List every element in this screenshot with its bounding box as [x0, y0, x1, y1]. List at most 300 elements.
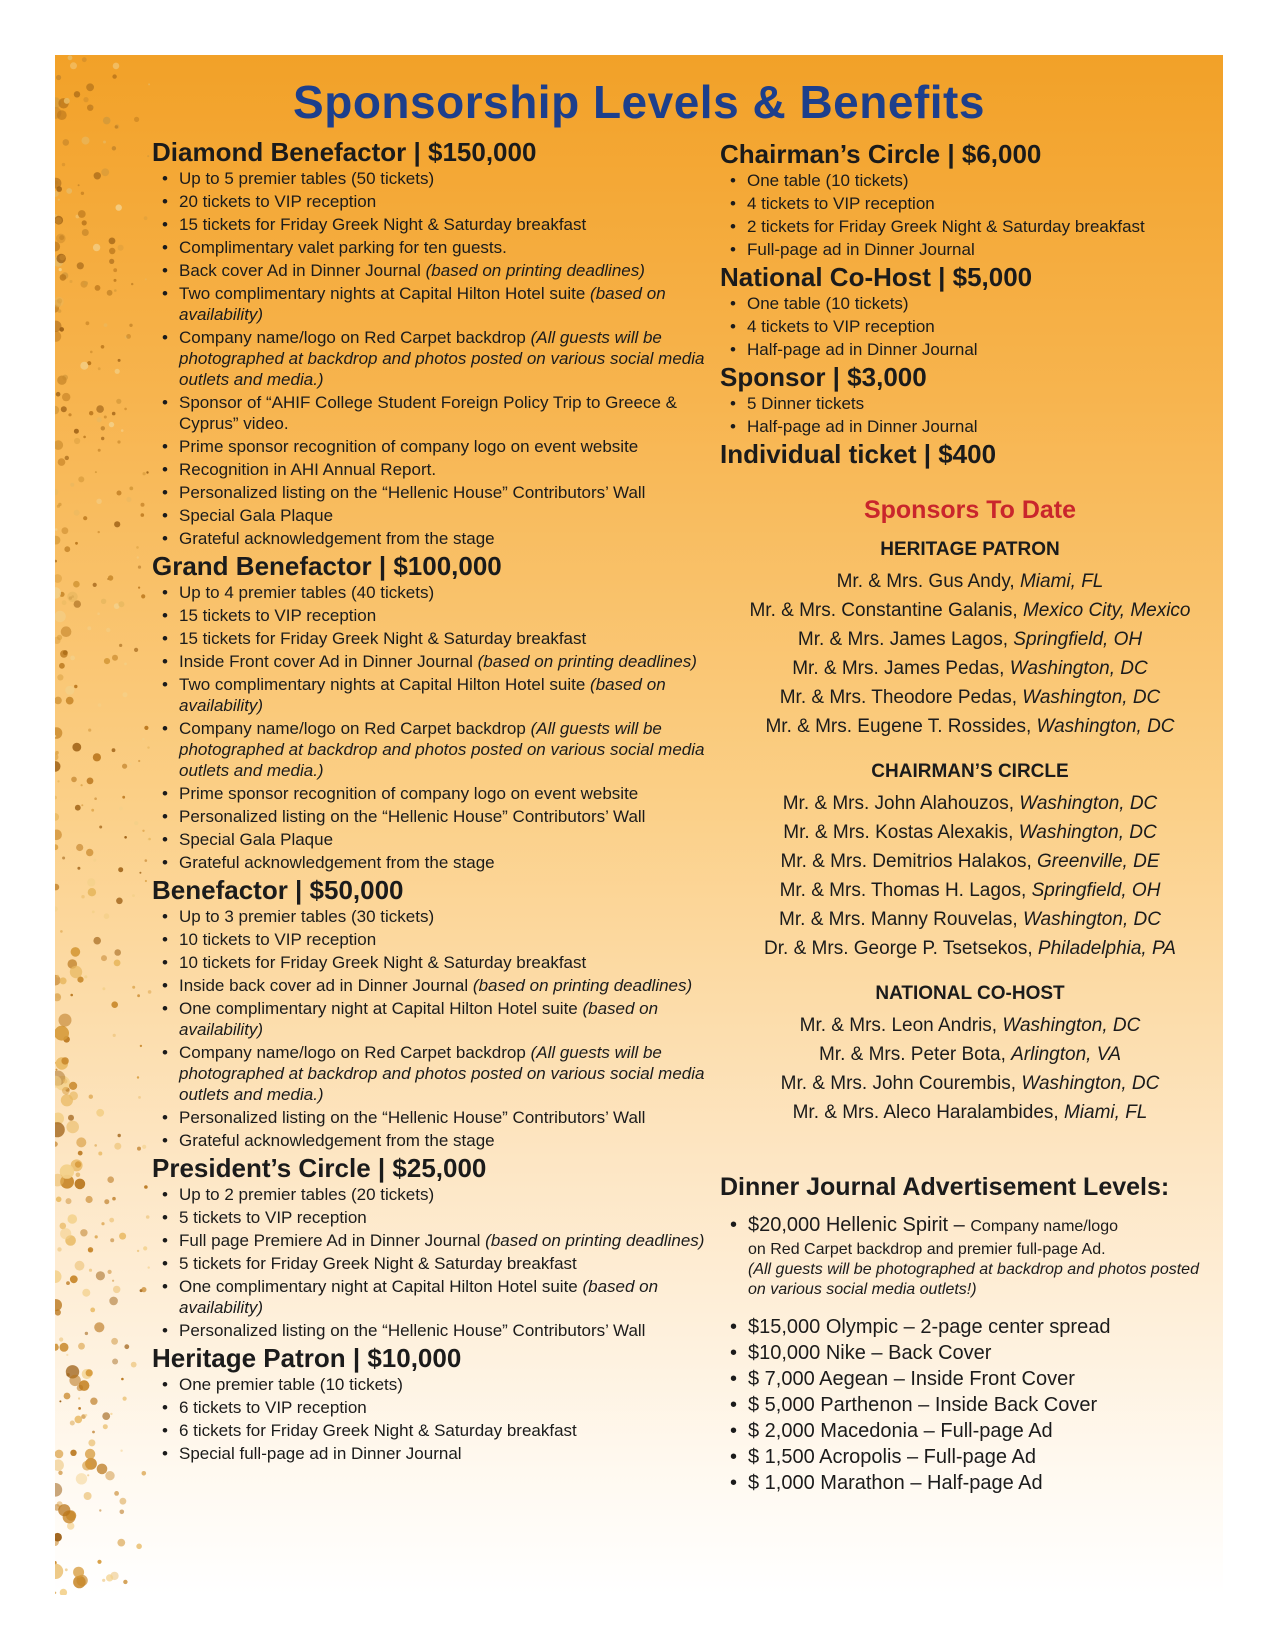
benefit-text: 5 tickets for Friday Greek Night & Saturday breakfast: [179, 1254, 577, 1273]
benefit-item: [179, 1443, 732, 1464]
benefit-list: [152, 168, 732, 549]
flyer-page: [55, 55, 1223, 1595]
gold-dot: [95, 285, 101, 291]
gold-dot: [113, 268, 117, 272]
gold-dot: [112, 748, 116, 752]
gold-dot: [78, 210, 86, 218]
level-heading: Chairman’s Circle | $6,000: [720, 139, 1042, 169]
gold-dot: [89, 411, 93, 415]
benefit-item: [747, 339, 1220, 360]
benefit-item: [179, 459, 732, 480]
benefit-list: [720, 170, 1220, 260]
benefit-item: [179, 1042, 732, 1105]
sponsor-name-row: [720, 683, 1220, 712]
gold-dot: [73, 1567, 84, 1578]
level-heading: Diamond Benefactor | $150,000: [152, 137, 537, 167]
gold-dot: [98, 449, 101, 452]
gold-dot: [55, 536, 60, 545]
gold-dot: [55, 844, 58, 850]
gold-dot: [59, 255, 65, 261]
sponsor-place: Miami, FL: [1019, 571, 1104, 592]
sponsor-name-row: [720, 1040, 1220, 1069]
level-heading: President’s Circle | $25,000: [152, 1153, 487, 1183]
gold-dot: [139, 872, 141, 874]
benefit-note: (All guests will be photographed at backdrop and photos posted on various social media outlets and media.): [179, 328, 705, 389]
gold-dot: [136, 546, 139, 549]
gold-dot: [66, 1354, 68, 1356]
gold-dot: [55, 611, 66, 622]
sponsorship-level: [152, 1153, 732, 1341]
benefit-item: [747, 393, 1220, 414]
gold-dot: [121, 429, 124, 432]
gold-dot: [70, 656, 75, 661]
gold-dot: [69, 1375, 80, 1386]
benefit-text: Two complimentary nights at Capital Hilton Hotel suite: [179, 284, 586, 303]
gold-dot: [103, 1424, 108, 1429]
gold-dot: [55, 1459, 64, 1471]
journal-heading: Dinner Journal Advertisement Levels:: [720, 1173, 1170, 1201]
benefit-text: Half-page ad in Dinner Journal: [747, 417, 978, 436]
gold-dot: [147, 746, 149, 748]
gold-dot: [74, 429, 79, 434]
gold-dot: [57, 1247, 61, 1251]
benefit-text: Half-page ad in Dinner Journal: [747, 340, 978, 359]
benefit-item: [179, 1107, 732, 1128]
gold-dot: [55, 796, 57, 800]
gold-dot: [122, 764, 127, 769]
gold-dot: [55, 1270, 62, 1283]
sponsor-place: Washington, DC: [1021, 1073, 1160, 1094]
sponsor-name-row: [720, 1069, 1220, 1098]
benefit-note: (based on availability): [179, 1277, 659, 1317]
benefit-text: Grateful acknowledgement from the stage: [179, 529, 495, 548]
gold-dot: [137, 1250, 139, 1252]
benefit-text: Recognition in AHI Annual Report.: [179, 460, 437, 479]
gold-dot: [57, 635, 62, 640]
gold-dot: [66, 188, 72, 194]
gold-dot: [119, 807, 123, 811]
gold-dot: [83, 516, 87, 520]
gold-dot: [94, 172, 101, 179]
gold-dot: [55, 574, 62, 583]
gold-dot: [104, 323, 108, 327]
gold-dot: [56, 392, 61, 397]
gold-dot: [103, 141, 106, 144]
benefit-text: One complimentary night at Capital Hilton Hotel suite: [179, 999, 578, 1018]
sponsor-group: [720, 983, 1220, 1127]
sponsorship-level: [152, 1343, 732, 1464]
gold-dot: [137, 556, 139, 558]
benefit-text: 15 tickets for Friday Greek Night & Saturday breakfast: [179, 215, 587, 234]
sponsor-name: Mr. & Mrs. Gus Andy,: [836, 571, 1015, 592]
level-heading: Grand Benefactor | $100,000: [152, 551, 502, 581]
gold-dot: [104, 658, 110, 664]
gold-dot: [85, 1449, 95, 1459]
gold-dot: [98, 367, 101, 370]
gold-dots-decoration: [55, 55, 165, 1595]
benefit-text: 6 tickets for Friday Greek Night & Saturday breakfast: [179, 1421, 577, 1440]
gold-dot: [116, 204, 122, 210]
journal-item: [748, 1212, 1220, 1300]
gold-dot: [119, 644, 122, 647]
gold-dot: [94, 797, 97, 800]
gold-dot: [114, 279, 117, 282]
gold-dot: [68, 413, 71, 416]
sponsor-name-row: [720, 876, 1220, 905]
gold-dot: [101, 955, 107, 961]
gold-dot: [55, 489, 58, 496]
gold-dot: [87, 1474, 89, 1476]
gold-dot: [119, 1233, 126, 1240]
benefit-note: (based on printing deadlines): [472, 976, 693, 995]
gold-dot: [56, 1197, 62, 1203]
gold-dot: [148, 838, 151, 841]
benefit-item: [179, 651, 732, 672]
benefit-text: Up to 4 premier tables (40 tickets): [179, 583, 435, 602]
journal-item: • $15,000 Olympic – 2-page center spread: [748, 1314, 1220, 1340]
gold-dot: [117, 1539, 125, 1547]
gold-dot: [98, 1152, 102, 1156]
right-column: [720, 139, 1220, 1496]
gold-dot: [146, 471, 148, 473]
benefit-item: [747, 193, 1220, 214]
benefit-list: [720, 393, 1220, 437]
sponsor-name-row: [720, 567, 1220, 596]
gold-dot: [62, 600, 67, 605]
gold-dot: [126, 497, 131, 502]
gold-dot: [118, 867, 123, 872]
gold-dot: [138, 1096, 141, 1099]
gold-dot: [58, 1471, 62, 1475]
gold-dot: [55, 1299, 62, 1311]
benefit-item: [747, 170, 1220, 191]
gold-dot: [114, 960, 121, 967]
sponsorship-level: [152, 551, 732, 873]
journal-item: • $ 1,500 Acropolis – Full-page Ad: [748, 1444, 1220, 1470]
gold-dot: [86, 1369, 93, 1376]
gold-dot: [75, 1179, 86, 1190]
sponsor-name-row: [720, 934, 1220, 963]
benefit-text: Prime sponsor recognition of company logo on event website: [179, 784, 639, 803]
sponsor-name-row: [720, 1011, 1220, 1040]
gold-dot: [55, 1122, 65, 1137]
gold-dot: [82, 57, 87, 62]
gold-dot: [85, 1414, 88, 1417]
gold-dot: [107, 290, 113, 296]
gold-dot: [55, 1483, 62, 1497]
gold-dot: [120, 1498, 127, 1505]
gold-dot: [148, 1266, 150, 1268]
gold-dot: [66, 1198, 72, 1204]
benefit-text: Grateful acknowledgement from the stage: [179, 853, 495, 872]
benefit-item: [179, 1397, 732, 1418]
gold-dot: [109, 422, 114, 427]
gold-dot: [81, 192, 84, 195]
sponsor-name: Mr. & Mrs. Theodore Pedas,: [779, 687, 1017, 708]
gold-dot: [101, 345, 105, 349]
benefit-text: 5 tickets to VIP reception: [179, 1208, 367, 1227]
benefit-text: One premier table (10 tickets): [179, 1375, 403, 1394]
gold-dot: [70, 1450, 76, 1456]
gold-dot: [59, 1400, 61, 1402]
gold-dot: [74, 685, 77, 688]
gold-dot: [62, 163, 65, 166]
gold-dot: [123, 692, 128, 697]
gold-dot: [117, 440, 120, 443]
sponsor-place: Washington, DC: [1036, 716, 1175, 737]
gold-dot: [80, 362, 88, 370]
gold-dot: [111, 1338, 118, 1345]
gold-dot: [55, 1450, 63, 1459]
gold-dot: [97, 1560, 101, 1564]
benefit-item: [747, 239, 1220, 260]
sponsor-name: Mr. & Mrs. John Courembis,: [780, 1073, 1017, 1094]
gold-dot: [120, 1510, 125, 1515]
gold-dot: [63, 1079, 68, 1084]
benefit-note: (based on printing deadlines): [485, 1231, 705, 1250]
benefit-item: [179, 674, 732, 716]
sponsor-place: Washington, DC: [1002, 1015, 1141, 1036]
benefit-note: (based on printing deadlines): [425, 261, 645, 280]
gold-dot: [137, 1076, 139, 1078]
gold-dot: [106, 1574, 113, 1581]
sponsor-name-row: [720, 847, 1220, 876]
gold-dot: [62, 527, 69, 534]
benefit-text: Inside Front cover Ad in Dinner Journal: [179, 652, 473, 671]
gold-dot: [77, 1385, 83, 1391]
benefit-text: 15 tickets for Friday Greek Night & Saturday breakfast: [179, 629, 587, 648]
benefit-text: Company name/logo on Red Carpet backdrop: [179, 1043, 526, 1062]
gold-dot: [118, 245, 124, 251]
gold-dot: [55, 697, 62, 705]
gold-dot: [110, 1413, 112, 1415]
benefit-list: [152, 1184, 732, 1341]
sponsor-category: CHAIRMAN’S CIRCLE: [871, 761, 1069, 782]
benefit-text: Sponsor of “AHIF College Student Foreign Policy Trip to Greece & Cyprus” video.: [179, 393, 677, 433]
gold-dot: [90, 351, 93, 354]
sponsorship-level: [152, 875, 732, 1151]
gold-dot: [57, 780, 59, 782]
gold-dot: [118, 601, 124, 607]
benefit-item: [179, 1420, 732, 1441]
gold-dot: [112, 1197, 116, 1201]
benefit-text: Company name/logo on Red Carpet backdrop: [179, 719, 526, 738]
gold-dot: [138, 566, 141, 569]
gold-dot: [60, 1589, 67, 1595]
gold-dot: [142, 830, 144, 832]
gold-dot: [144, 726, 148, 730]
benefit-text: Full page Premiere Ad in Dinner Journal: [179, 1231, 481, 1250]
gold-dot: [76, 1473, 87, 1484]
gold-dot: [56, 234, 66, 244]
gold-dot: [55, 1564, 63, 1579]
gold-dot: [62, 857, 65, 860]
gold-dot: [96, 1271, 105, 1280]
level-heading: National Co-Host | $5,000: [720, 262, 1033, 292]
gold-dot: [75, 805, 81, 811]
gold-dot: [120, 1450, 122, 1452]
gold-dot: [104, 1199, 109, 1204]
gold-dot: [70, 966, 82, 978]
gold-dot: [105, 1471, 114, 1480]
gold-dot: [64, 1393, 71, 1400]
gold-dot: [88, 888, 96, 896]
benefit-item: [179, 582, 732, 603]
benefit-text: Personalized listing on the “Hellenic House” Contributors’ Wall: [179, 1108, 646, 1127]
gold-dot: [82, 220, 87, 225]
benefit-text: 2 tickets for Friday Greek Night & Saturday breakfast: [747, 217, 1145, 236]
benefit-text: 5 Dinner tickets: [747, 394, 865, 413]
benefit-item: [179, 1130, 732, 1151]
gold-dot: [74, 510, 80, 516]
gold-dot: [96, 1109, 104, 1117]
gold-dot: [131, 1362, 137, 1368]
benefit-item: [179, 528, 732, 549]
benefit-text: Two complimentary nights at Capital Hilton Hotel suite: [179, 675, 586, 694]
sponsor-name: Mr. & Mrs. Eugene T. Rossides,: [765, 716, 1032, 737]
benefit-item: [179, 929, 732, 950]
gold-dot: [55, 1533, 62, 1542]
gold-dot: [78, 476, 84, 482]
gold-dot: [102, 1579, 105, 1582]
benefit-text: Full-page ad in Dinner Journal: [747, 240, 975, 259]
gold-dot: [142, 738, 144, 740]
benefit-item: [747, 316, 1220, 337]
benefit-list: [152, 582, 732, 873]
gold-dot: [112, 412, 116, 416]
gold-dot: [88, 1247, 93, 1252]
page-title: Sponsorship Levels & Benefits: [293, 76, 985, 128]
gold-dot: [136, 1544, 142, 1550]
gold-dot: [95, 471, 97, 473]
gold-dot: [87, 778, 94, 785]
sponsor-name-row: [720, 789, 1220, 818]
gold-dot: [142, 1471, 147, 1476]
benefit-item: [179, 605, 732, 626]
gold-dot: [101, 437, 104, 440]
gold-dot: [78, 1343, 85, 1350]
gold-dot: [55, 830, 62, 841]
journal-list-rest: [720, 1314, 1220, 1496]
gold-dot: [86, 849, 93, 856]
gold-dot: [75, 542, 78, 545]
benefit-item: [179, 806, 732, 827]
sponsor-name-row: [720, 625, 1220, 654]
gold-dot: [90, 1398, 97, 1405]
gold-dot: [55, 560, 57, 563]
gold-dot: [148, 990, 152, 994]
benefit-item: [179, 214, 732, 235]
gold-dot: [102, 1412, 110, 1420]
gold-dot: [61, 1057, 68, 1064]
gold-dot: [60, 977, 67, 984]
gold-dot: [69, 1082, 77, 1090]
gold-dot: [65, 1568, 68, 1571]
gold-dot: [88, 729, 91, 732]
gold-dot: [81, 895, 84, 898]
gold-dot: [57, 298, 62, 303]
sponsor-place: Greenville, DE: [1037, 851, 1160, 872]
individual-ticket: [720, 439, 1220, 470]
gold-dot: [70, 62, 77, 69]
gold-dot: [138, 587, 140, 589]
gold-dot: [56, 1069, 58, 1071]
gold-dot: [57, 376, 66, 385]
gold-dot: [110, 1238, 114, 1242]
benefit-item: [179, 1276, 732, 1318]
gold-dot: [75, 1261, 85, 1271]
gold-dot: [123, 1580, 127, 1584]
gold-dot: [66, 1121, 79, 1134]
benefit-item: [179, 1320, 732, 1341]
gold-dot: [82, 137, 90, 145]
gold-dot: [94, 1322, 104, 1332]
benefit-item: [179, 852, 732, 873]
gold-dot: [112, 1359, 118, 1365]
sponsors-to-date: [720, 496, 1220, 1127]
gold-dot: [145, 859, 148, 862]
gold-dot: [93, 583, 97, 587]
individual-ticket-heading: Individual ticket | $400: [720, 439, 997, 469]
gold-dot: [82, 1289, 90, 1297]
gold-dot: [123, 1397, 127, 1401]
gold-dot: [96, 405, 104, 413]
gold-dot: [68, 1214, 78, 1224]
sponsor-place: Miami, FL: [1063, 1102, 1148, 1123]
gold-dot: [58, 458, 66, 466]
sponsor-place: Washington, DC: [1019, 793, 1158, 814]
gold-dot: [86, 1196, 93, 1203]
gold-dot: [71, 777, 77, 783]
gold-dot: [65, 456, 69, 460]
gold-dot: [60, 1228, 71, 1239]
sponsorship-level: [720, 362, 1220, 437]
gold-dot: [112, 146, 116, 150]
gold-dot: [55, 761, 61, 772]
gold-dot: [95, 1235, 98, 1238]
sponsor-name-row: [720, 596, 1220, 625]
gold-dot: [55, 813, 59, 821]
sponsor-name: Mr. & Mrs. James Lagos,: [797, 629, 1008, 650]
benefit-text: 20 tickets to VIP reception: [179, 192, 377, 211]
gold-dot: [56, 975, 59, 978]
gold-dot: [93, 859, 96, 862]
sponsor-place: Mexico City, Mexico: [1022, 600, 1191, 621]
gold-dot: [60, 650, 68, 658]
gold-dot: [101, 599, 106, 604]
journal-item: • $ 7,000 Aegean – Inside Front Cover: [748, 1366, 1220, 1392]
gold-dot: [59, 327, 64, 332]
gold-dot: [87, 878, 95, 886]
gold-dot: [129, 763, 131, 765]
gold-dot: [55, 884, 59, 891]
sponsor-name: Mr. & Mrs. Peter Bota,: [818, 1044, 1006, 1065]
sponsor-name: Mr. & Mrs. Thomas H. Lagos,: [779, 880, 1027, 901]
gold-dot: [108, 1270, 112, 1274]
gold-dot: [55, 331, 61, 342]
benefit-text: Personalized listing on the “Hellenic House” Contributors’ Wall: [179, 807, 646, 826]
gold-dot: [76, 844, 83, 851]
gold-dot: [102, 987, 105, 990]
gold-dot: [73, 581, 80, 588]
sponsors-heading: Sponsors To Date: [863, 496, 1077, 524]
gold-dot: [57, 674, 63, 680]
benefit-text: One table (10 tickets): [747, 171, 909, 190]
sponsor-name: Mr. & Mrs. Aleco Haralambides,: [792, 1102, 1059, 1123]
gold-dot: [101, 1222, 104, 1225]
benefit-text: 6 tickets to VIP reception: [179, 1398, 367, 1417]
gold-dot: [144, 1185, 148, 1189]
